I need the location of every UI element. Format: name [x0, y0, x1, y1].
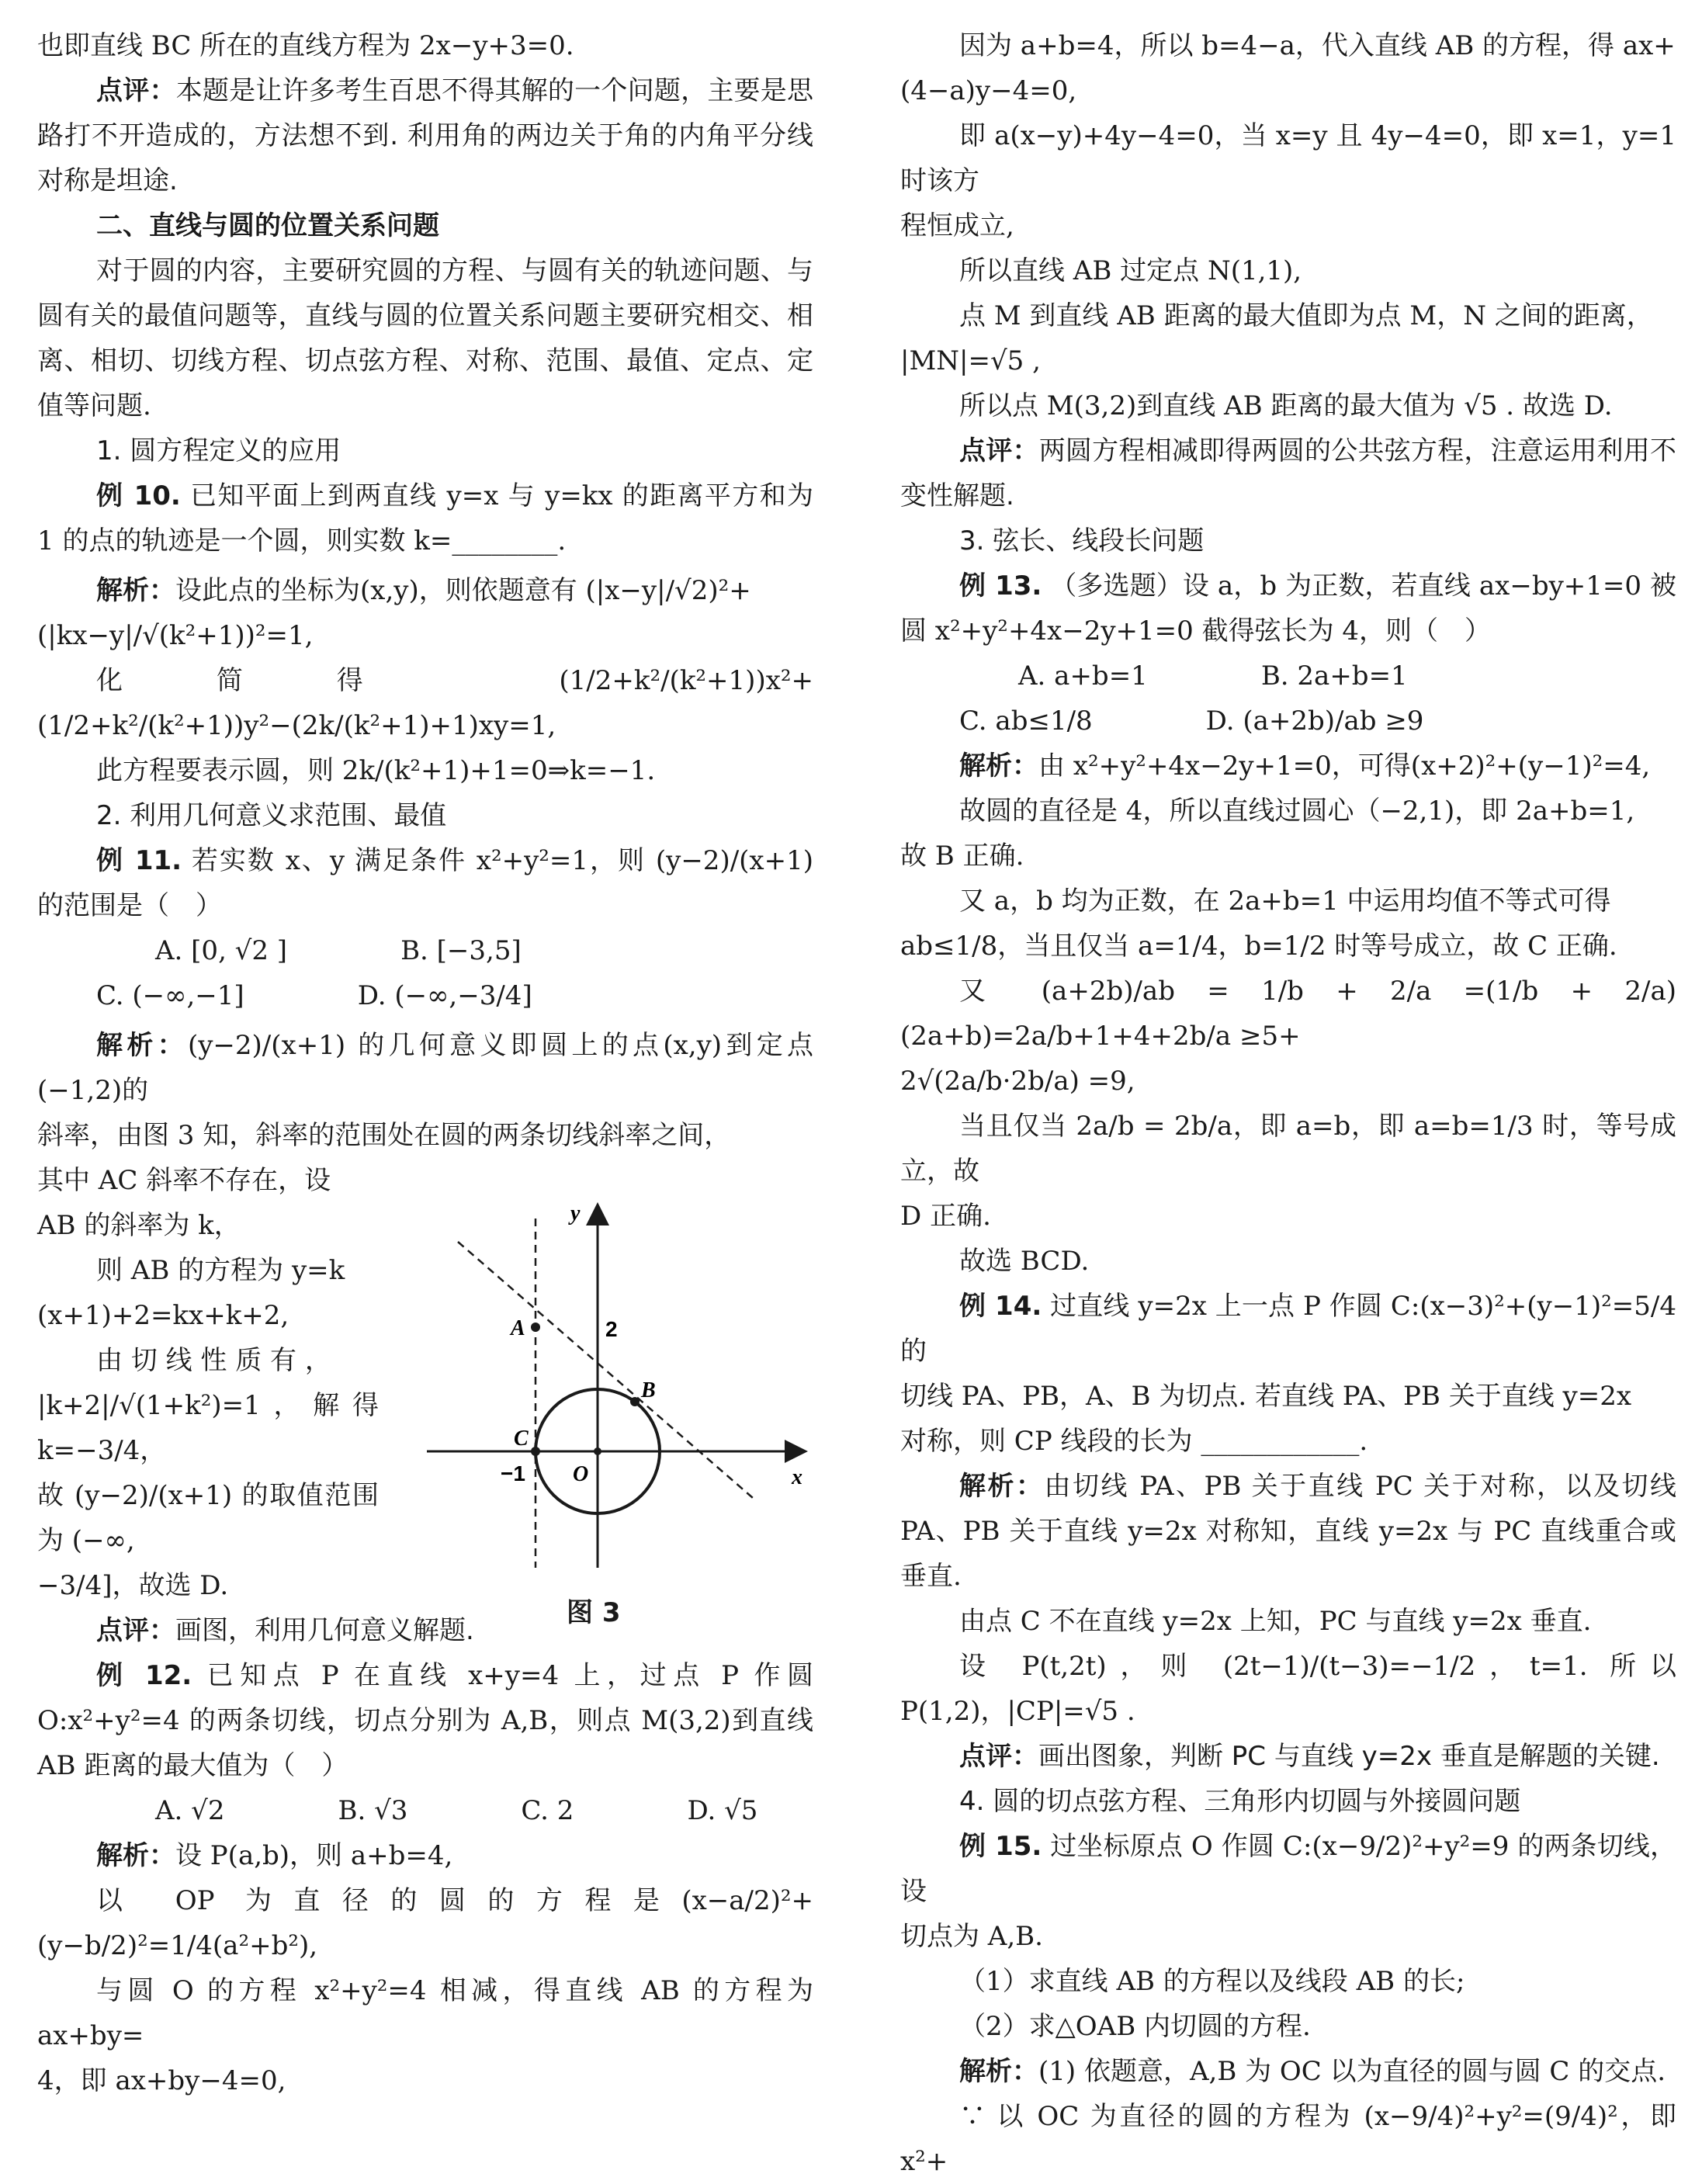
comment-paragraph	[900, 1734, 1676, 1779]
option-d: D. √5	[687, 1795, 758, 1826]
solution-line	[900, 2049, 1676, 2094]
paragraph: 点 M 到直线 AB 距离的最大值即为点 M，N 之间的距离，	[959, 300, 1653, 331]
solution-line: 斜率，由图 3 知，斜率的范围处在圆的两条切线斜率之间，	[37, 1120, 731, 1151]
option-a: A. [0, √2 ]	[155, 935, 288, 966]
option-b: B. √3	[338, 1795, 408, 1826]
question-line: （2）求△OAB 内切圆的方程.	[959, 2011, 1311, 2042]
example-label: 例 15.	[959, 1831, 1042, 1862]
options-row	[900, 653, 1676, 744]
comment-label: 点评：	[96, 1615, 175, 1646]
paragraph: 即 a(x−y)+4y−4=0，当 x=y 且 4y−4=0，即 x=1，y=1 时该方	[900, 120, 1676, 196]
solution-label: 解析：	[959, 2056, 1038, 2087]
figure-3-svg	[380, 1195, 815, 1583]
label-y: y	[570, 1201, 581, 1225]
paragraph: 也即直线 BC 所在的直线方程为 2x−y+3=0.	[37, 30, 574, 61]
solution-line: D 正确.	[900, 1201, 991, 1232]
right-column	[900, 23, 1676, 2184]
label-b: B	[641, 1378, 656, 1402]
figure-3	[380, 1195, 815, 1630]
option-c: C. ab≤1/8	[959, 705, 1093, 737]
section-heading: 二、直线与圆的位置关系问题	[96, 210, 439, 241]
solution-line: 与圆 O 的方程 x²+y²=4 相减，得直线 AB 的方程为 ax+by=	[37, 1975, 813, 2051]
solution-label: 解析：	[96, 1030, 188, 1061]
solution-label: 解析：	[959, 751, 1038, 782]
example-label: 例 13.	[959, 570, 1042, 601]
example-text: 过坐标原点 O 作圆 C:(x−9/2)²+y²=9 的两条切线，设	[900, 1831, 1677, 1907]
figure-caption: 图 3	[567, 1597, 621, 1628]
example-label: 例 12.	[96, 1660, 192, 1691]
solution-narrow-block	[37, 1158, 379, 1608]
label-2: 2	[605, 1317, 618, 1341]
solution-label: 解析：	[96, 575, 175, 606]
label-a: A	[511, 1316, 525, 1340]
solution-line: 其中 AC 斜率不存在，设	[37, 1165, 331, 1196]
solution-line: 以 OP 为直径的圆的方程是(x−a/2)²+(y−b/2)²=1/4(a²+b²),	[37, 1885, 813, 1961]
label-neg1: −1	[501, 1461, 525, 1485]
subsection-heading: 1. 圆方程定义的应用	[96, 435, 341, 466]
paragraph: 所以直线 AB 过定点 N(1,1),	[959, 255, 1302, 286]
comment-label: 点评：	[96, 75, 176, 106]
option-a: A. a+b=1	[1018, 660, 1148, 692]
solution-line: 故圆的直径是 4，所以直线过圆心（−2,1)，即 2a+b=1,	[959, 796, 1635, 827]
left-column	[37, 23, 813, 2103]
example-15	[900, 1824, 1676, 1914]
solution-label: 解析：	[96, 1840, 175, 1871]
solution-line: 则 AB 的方程为 y=k	[96, 1255, 345, 1286]
point-a	[531, 1323, 540, 1332]
subsection-heading: 3. 弦长、线段长问题	[959, 525, 1205, 556]
solution-text: (1) 依题意，A,B 为 OC 以为直径的圆与圆 C 的交点.	[1038, 2056, 1666, 2087]
solution-text: 设 P(a,b)，则 a+b=4,	[175, 1840, 453, 1871]
option-b: B. 2a+b=1	[1260, 660, 1408, 692]
solution-line	[37, 1833, 813, 1878]
solution-line: 当且仅当 2a/b = 2b/a，即 a=b，即 a=b=1/3 时，等号成立，故	[900, 1111, 1676, 1187]
option-c: C. (−∞,−1]	[96, 980, 244, 1011]
comment-text: 画出图象，判断 PC 与直线 y=2x 垂直是解题的关键.	[1038, 1741, 1660, 1772]
comment-label: 点评：	[959, 435, 1039, 466]
solution-line: (x+1)+2=kx+k+2,	[37, 1300, 289, 1331]
label-x: x	[792, 1465, 802, 1489]
comment-paragraph	[900, 428, 1676, 518]
example-text: 过直线 y=2x 上一点 P 作圆 C:(x−3)²+(y−1)²=5/4 的	[900, 1291, 1676, 1367]
solution-line: 故选 BCD.	[959, 1246, 1090, 1277]
solution-line: 又 (a+2b)/ab = 1/b + 2/a =(1/b + 2/a)(2a+b)=2a/b+1+4+2b/a ≥5+	[900, 976, 1676, 1052]
solution-line: 设 P(t,2t)，则 (2t−1)/(t−3)=−1/2，t=1. 所以 P(1,2)，|CP|=√5 .	[900, 1651, 1676, 1727]
example-12	[37, 1653, 813, 1788]
solution-line	[900, 1464, 1676, 1599]
option-b: B. [−3,5]	[400, 935, 522, 966]
line-ab	[458, 1242, 753, 1498]
subsection-heading: 2. 利用几何意义求范围、最值	[96, 800, 447, 831]
option-a: A. √2	[155, 1795, 225, 1826]
solution-text: (y−2)/(x+1) 的几何意义即圆上的点(x,y)到定点(−1,2)的	[37, 1030, 814, 1106]
comment-paragraph	[37, 68, 813, 203]
solution-text: 设此点的坐标为(x,y)，则依题意有 (|x−y|/√2)²+	[175, 575, 751, 606]
solution-line: 又 a，b 均为正数，在 2a+b=1 中运用均值不等式可得	[959, 886, 1611, 917]
solution-line: 2√(2a/b·2b/a) =9,	[900, 1066, 1135, 1097]
label-c: C	[514, 1427, 529, 1451]
question-line: （1）求直线 AB 的方程以及线段 AB 的长;	[959, 1966, 1465, 1997]
solution-label: 解析：	[959, 1471, 1045, 1502]
paragraph: |MN|=√5 ,	[900, 345, 1041, 376]
solution-text: 由切线 PA、PB 关于直线 PC 关于对称，以及切线 PA、PB 关于直线 y=2x 对称知，直线 y=2x 与 PC 直线重合或垂直.	[900, 1471, 1677, 1592]
paragraph: 因为 a+b=4，所以 b=4−a，代入直线 AB 的方程，得 ax+	[959, 30, 1676, 61]
solution-line: 故 B 正确.	[900, 841, 1024, 872]
example-text: （多选题）设 a，b 为正数，若直线 ax−by+1=0 被圆 x²+y²+4x−2y+1=0 截得弦长为 4，则（ ）	[900, 570, 1676, 647]
solution-line: ∵ 以 OC 为直径的圆的方程为 (x−9/4)²+y²=(9/4)²，即 x²+	[900, 2101, 1676, 2177]
solution-text: 由 x²+y²+4x−2y+1=0，可得(x+2)²+(y−1)²=4,	[1038, 751, 1651, 782]
solution-line: |k+2|/√(1+k²)=1，解得 k=−3/4，	[37, 1390, 379, 1466]
solution-line: 化简得 (1/2+k²/(k²+1))x²+(1/2+k²/(k²+1))y²−(2k/(k²+1)+1)xy=1,	[37, 665, 813, 741]
point-c	[531, 1447, 540, 1456]
solution-line: 此方程要表示圆，则 2k/(k²+1)+1=0⇒k=−1.	[96, 755, 656, 786]
point-o	[594, 1447, 601, 1455]
comment-text: 画图，利用几何意义解题.	[175, 1615, 474, 1646]
solution-line: 由 切 线 性 质 有 ，	[96, 1345, 331, 1376]
example-14	[900, 1284, 1676, 1374]
option-d: D. (a+2b)/ab ≥9	[1205, 705, 1424, 737]
solution-line: 故 (y−2)/(x+1) 的取值范围为 (−∞,	[37, 1480, 379, 1556]
example-text: 若实数 x、y 满足条件 x²+y²=1，则 (y−2)/(x+1) 的范围是（ ）	[37, 845, 813, 921]
solution-line: −3/4]，故选 D.	[37, 1570, 229, 1601]
example-label: 例 11.	[96, 845, 182, 876]
comment-text: 本题是让许多考生百思不得其解的一个问题，主要是思路打不开造成的，方法想不到. 利用角的两边关于角的内角平分线对称是坦途.	[37, 75, 814, 196]
option-c: C. 2	[521, 1795, 574, 1826]
paragraph: 程恒成立,	[900, 210, 1014, 241]
example-text: 已知平面上到两直线 y=x 与 y=kx 的距离平方和为 1 的点的轨迹是一个圆，则实数 k=________.	[37, 480, 813, 556]
solution-line: ab≤1/8，当且仅当 a=1/4，b=1/2 时等号成立，故 C 正确.	[900, 931, 1617, 962]
comment-text: 两圆方程相减即得两圆的公共弦方程，注意运用利用不变性解题.	[900, 435, 1677, 511]
point-b	[630, 1397, 640, 1406]
solution-line: AB 的斜率为 k，	[37, 1210, 241, 1241]
solution-line	[900, 744, 1676, 789]
options-row	[37, 928, 813, 1018]
solution-line: (|kx−y|/√(k²+1))²=1,	[37, 620, 314, 651]
solution-line	[37, 568, 813, 613]
subsection-heading: 4. 圆的切点弦方程、三角形内切圆与外接圆问题	[959, 1786, 1521, 1817]
paragraph: 所以点 M(3,2)到直线 AB 距离的最大值为 √5 . 故选 D.	[959, 390, 1613, 421]
example-13	[900, 563, 1676, 653]
solution-line: 由点 C 不在直线 y=2x 上知，PC 与直线 y=2x 垂直.	[959, 1606, 1592, 1637]
example-text: 已知点 P 在直线 x+y=4 上，过点 P 作圆 O:x²+y²=4 的两条切线，切点分别为 A,B，则点 M(3,2)到直线 AB 距离的最大值为（ ）	[37, 1660, 814, 1781]
example-11	[37, 838, 813, 928]
option-d: D. (−∞,−3/4]	[357, 980, 532, 1011]
example-label: 例 10.	[96, 480, 181, 511]
example-text-line: 切点为 A,B.	[900, 1921, 1043, 1952]
solution-line: 4，即 ax+by−4=0,	[37, 2065, 286, 2096]
example-label: 例 14.	[959, 1291, 1042, 1322]
example-10	[37, 473, 813, 563]
paragraph: (4−a)y−4=0,	[900, 75, 1077, 106]
label-o: O	[573, 1462, 589, 1486]
paragraph: 对于圆的内容，主要研究圆的方程、与圆有关的轨迹问题、与圆有关的最值问题等，直线与圆的位置关系问题主要研究相交、相离、相切、切线方程、切点弦方程、对称、范围、最值、定点、定值等问题.	[37, 255, 813, 421]
example-text-line: 切线 PA、PB，A、B 为切点. 若直线 PA、PB 关于直线 y=2x	[900, 1381, 1632, 1412]
example-text-line: 对称，则 CP 线段的长为 ____________.	[900, 1426, 1368, 1457]
comment-label: 点评：	[959, 1741, 1038, 1772]
options-row	[37, 1788, 813, 1833]
solution-line	[37, 1023, 813, 1113]
